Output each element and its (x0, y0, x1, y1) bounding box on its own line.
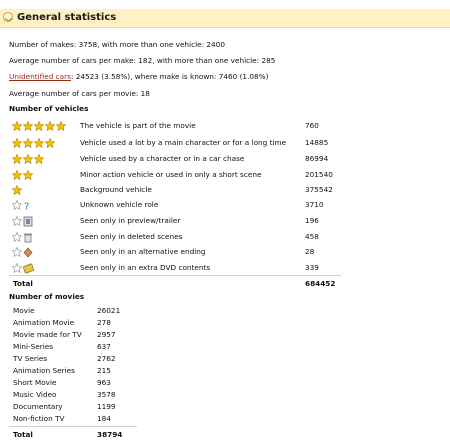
cars-per-movie-stat: Average number of cars per movie: 18 (9, 89, 150, 98)
movie-type-count: 637 (97, 342, 111, 351)
alternative-ending-icon (12, 246, 33, 258)
five-stars-icon (12, 120, 67, 132)
vehicle-role-count: 3710 (305, 200, 324, 209)
vehicle-role-desc: Background vehicle (80, 185, 152, 194)
vehicle-row (9, 119, 341, 133)
section-title: General statistics (17, 12, 117, 23)
movie-type-row (9, 365, 137, 377)
movie-type-name: Short Movie (13, 378, 57, 387)
movie-type-count: 1199 (97, 402, 116, 411)
deleted-scenes-icon (12, 231, 33, 243)
movie-type-row (9, 413, 137, 425)
movie-type-count: 278 (97, 318, 111, 327)
movie-type-count: 215 (97, 366, 111, 375)
vehicle-row (9, 230, 341, 244)
vehicle-role-count: 760 (305, 121, 319, 130)
unidentified-cars-value: : 24523 (3.58%), where make is known: 7460 (1.08%) (70, 72, 269, 81)
movie-type-row (9, 377, 137, 389)
vehicle-role-desc: The vehicle is part of the movie (80, 121, 196, 130)
vehicle-row (9, 214, 341, 228)
unidentified-cars-stat (9, 72, 268, 81)
cars-per-make-stat: Average number of cars per make: 182, with more than one vehicle: 285 (9, 56, 276, 65)
vehicle-role-count: 14885 (305, 138, 329, 147)
movie-type-row (9, 389, 137, 401)
movie-type-name: Documentary (13, 402, 63, 411)
vehicles-total-label: Total (13, 279, 33, 288)
svg-text:?: ? (24, 201, 30, 211)
four-stars-icon (12, 137, 56, 149)
movie-type-row (9, 329, 137, 341)
vehicle-role-desc: Seen only in an extra DVD contents (80, 263, 211, 272)
three-stars-icon (12, 153, 45, 165)
movie-type-name: Mini-Series (13, 342, 54, 351)
vehicle-row (9, 261, 341, 275)
movies-section-title: Number of movies (9, 292, 85, 301)
movie-type-name: Animation Series (13, 366, 75, 375)
movie-type-count: 2957 (97, 330, 116, 339)
two-stars-icon (12, 169, 34, 181)
movie-type-row (9, 401, 137, 413)
vehicle-role-desc: Vehicle used by a character or in a car chase (80, 154, 245, 163)
movies-total-count: 38794 (97, 430, 123, 439)
movie-type-name: Animation Movie (13, 318, 75, 327)
vehicle-row (9, 168, 341, 182)
vehicle-row (9, 245, 341, 259)
movie-type-count: 963 (97, 378, 111, 387)
movies-total-row (9, 426, 137, 440)
makes-stat: Number of makes: 3758, with more than one vehicle: 2400 (9, 40, 225, 49)
vehicle-role-count: 28 (305, 247, 315, 256)
movie-type-name: Movie made for TV (13, 330, 82, 339)
movie-type-name: Movie (13, 306, 35, 315)
movie-type-count: 2762 (97, 354, 116, 363)
collapse-toggle-icon[interactable] (3, 12, 13, 22)
vehicles-section-title: Number of vehicles (9, 104, 89, 113)
vehicles-total-count: 684452 (305, 279, 336, 288)
vehicle-role-desc: Vehicle used a lot by a main character or for a long time (80, 138, 287, 147)
dvd-extra-icon (12, 262, 34, 274)
vehicle-row (9, 183, 341, 197)
movie-type-count: 3578 (97, 390, 116, 399)
vehicle-row (9, 152, 341, 166)
movie-type-name: Music Video (13, 390, 57, 399)
vehicle-row (9, 198, 341, 212)
vehicle-role-count: 201540 (305, 170, 333, 179)
vehicle-role-desc: Unknown vehicle role (80, 200, 159, 209)
vehicle-role-count: 375542 (305, 185, 333, 194)
unidentified-cars-link[interactable]: Unidentified cars (9, 72, 71, 81)
movies-total-label: Total (13, 430, 33, 439)
vehicle-role-desc: Seen only in preview/trailer (80, 216, 181, 225)
vehicle-role-count: 86994 (305, 154, 329, 163)
movie-type-name: Non-fiction TV (13, 414, 65, 423)
movie-type-row (9, 341, 137, 353)
vehicle-role-count: 458 (305, 232, 319, 241)
one-star-icon (12, 184, 23, 196)
movie-type-count: 184 (97, 414, 111, 423)
vehicle-role-desc: Seen only in deleted scenes (80, 232, 183, 241)
unknown-role-icon (12, 199, 32, 211)
vehicle-role-count: 339 (305, 263, 319, 272)
movie-type-name: TV Series (13, 354, 48, 363)
vehicle-role-desc: Seen only in an alternative ending (80, 247, 206, 256)
movie-type-count: 26021 (97, 306, 121, 315)
vehicle-role-desc: Minor action vehicle or used in only a short scene (80, 170, 262, 179)
section-header[interactable] (0, 9, 450, 28)
movie-type-row (9, 305, 137, 317)
vehicle-role-count: 196 (305, 216, 319, 225)
movie-type-row (9, 317, 137, 329)
vehicles-total-row (9, 275, 341, 290)
movie-type-row (9, 353, 137, 365)
vehicle-row (9, 136, 341, 150)
trailer-icon (12, 215, 33, 227)
